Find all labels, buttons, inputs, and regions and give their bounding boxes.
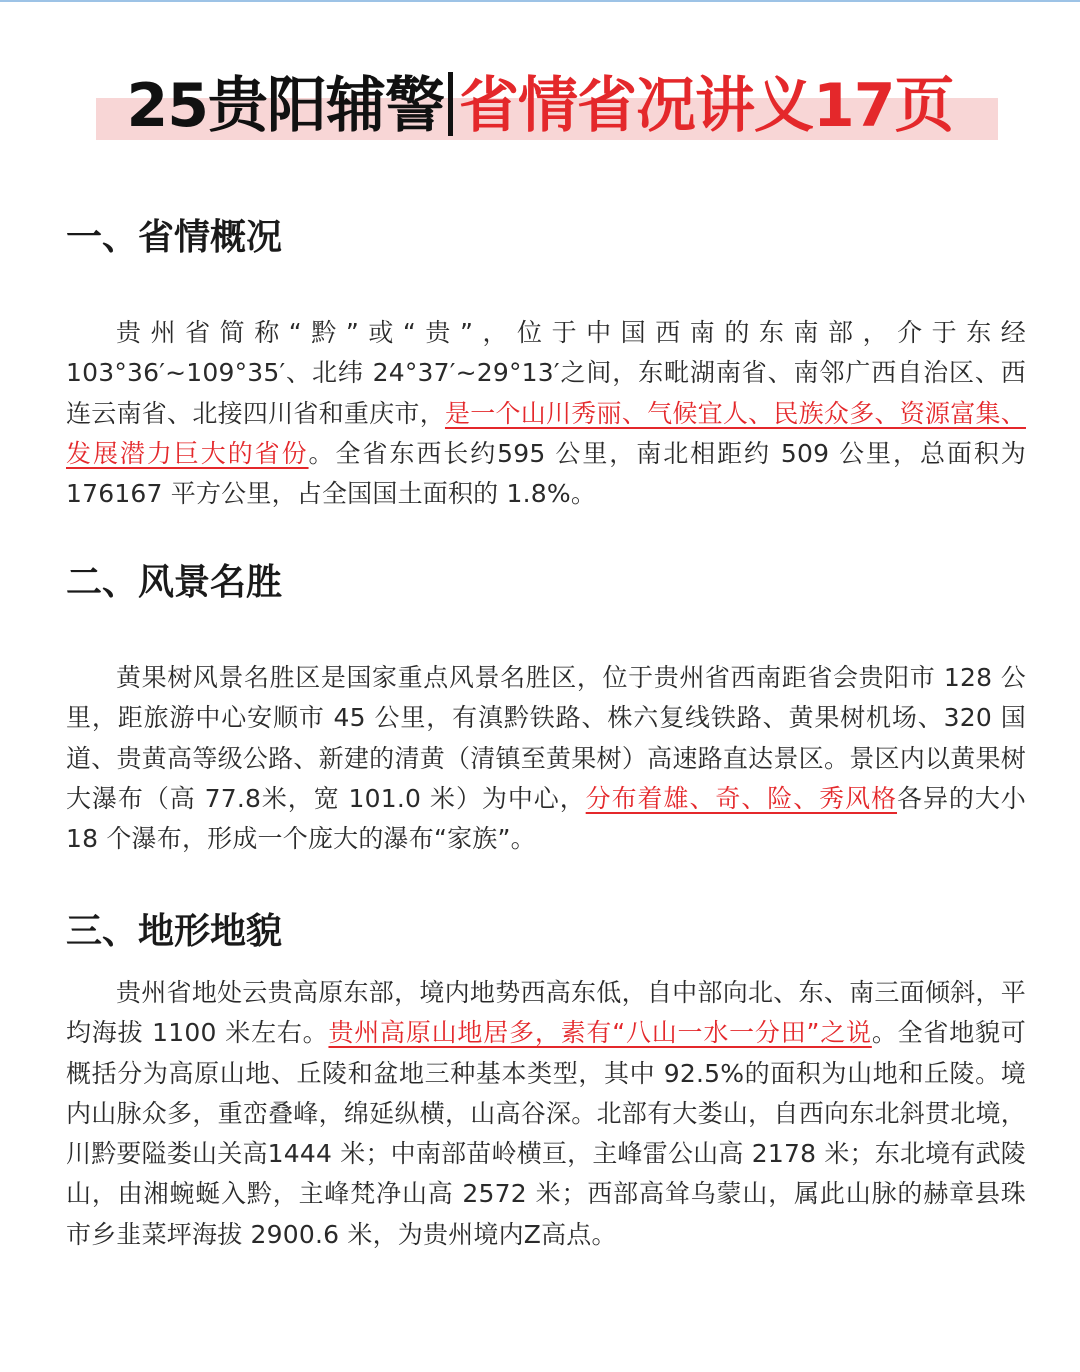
section-heading: 二、风景名胜 — [66, 562, 283, 603]
section-scenic-spots — [66, 559, 1026, 859]
paragraph-text: 。全省东西长约595 公里，南北相距约 509 公里，总面积为 176167 平方公里，占全国国土面积的 1.8%。 — [66, 438, 1026, 509]
page-title — [0, 62, 1080, 152]
paragraph-text: 贵州省简称“黔”或“贵”，位于中国西南的东南部，介于东经 103°36′~109°35′、北纬 24°37′~29°13′之间，东毗湖南省、南邻广西自治区、西连云南省、北接四川省和重庆市， — [66, 318, 1026, 428]
section-paragraph — [66, 658, 1026, 859]
title-part-black: 25贵阳辅警 — [126, 71, 444, 141]
title-separator — [448, 72, 453, 136]
paragraph-text: 贵州省地处云贵高原东部，境内地势西高东低，自中部向北、东、南三面倾斜，平均海拔 1100 米左右。 — [66, 978, 1026, 1048]
paragraph-text: 黄果树风景名胜区是国家重点风景名胜区，位于贵州省西南距省会贵阳市 128 公里，距旅游中心安顺市 45 公里，有滇黔铁路、株六复线铁路、黄果树机场、320 国道、贵黄高等级公路、新建的清黄（清镇至黄果树）高速路直达景区。景区内以黄果树大瀑布（高 77.8米，宽 101.0 米）为中心， — [66, 663, 1026, 813]
section-overview — [66, 214, 1026, 514]
title-part-red: 省情省况讲义17页 — [459, 71, 954, 141]
section-paragraph — [66, 973, 1026, 1255]
top-rule — [0, 0, 1080, 2]
section-paragraph — [66, 313, 1026, 514]
section-heading: 三、地形地貌 — [66, 911, 283, 952]
paragraph-text: 。全省地貌可概括分为高原山地、丘陵和盆地三种基本类型，其中 92.5%的面积为山地和丘陵。境内山脉众多，重峦叠峰，绵延纵横，山高谷深。北部有大娄山，自西向东北斜贯北境，川黔要隘娄山关高1444 米；中南部苗岭横亘，主峰雷公山高 2178 米；东北境有武陵山，由湘蜿蜒入黔，主峰梵净山高 2572 米；西部高耸乌蒙山，属此山脉的赫章县珠市乡韭菜坪海拔 2900.6 米，为贵州境内Z高点。 — [66, 1018, 1026, 1249]
section-terrain — [66, 908, 1026, 1255]
section-heading: 一、省情概况 — [66, 217, 283, 258]
highlighted-phrase: 贵州高原山地居多，素有“八山一水一分田”之说 — [328, 1018, 872, 1048]
paragraph-text: 各异的大小 18 个瀑布，形成一个庞大的瀑布“家族”。 — [66, 783, 1026, 854]
highlighted-phrase: 是一个山川秀丽、气候宜人、民族众多、资源富集、发展潜力巨大的省份 — [66, 398, 1026, 468]
highlighted-phrase: 分布着雄、奇、险、秀风格 — [585, 783, 898, 813]
title-text — [0, 66, 1080, 146]
